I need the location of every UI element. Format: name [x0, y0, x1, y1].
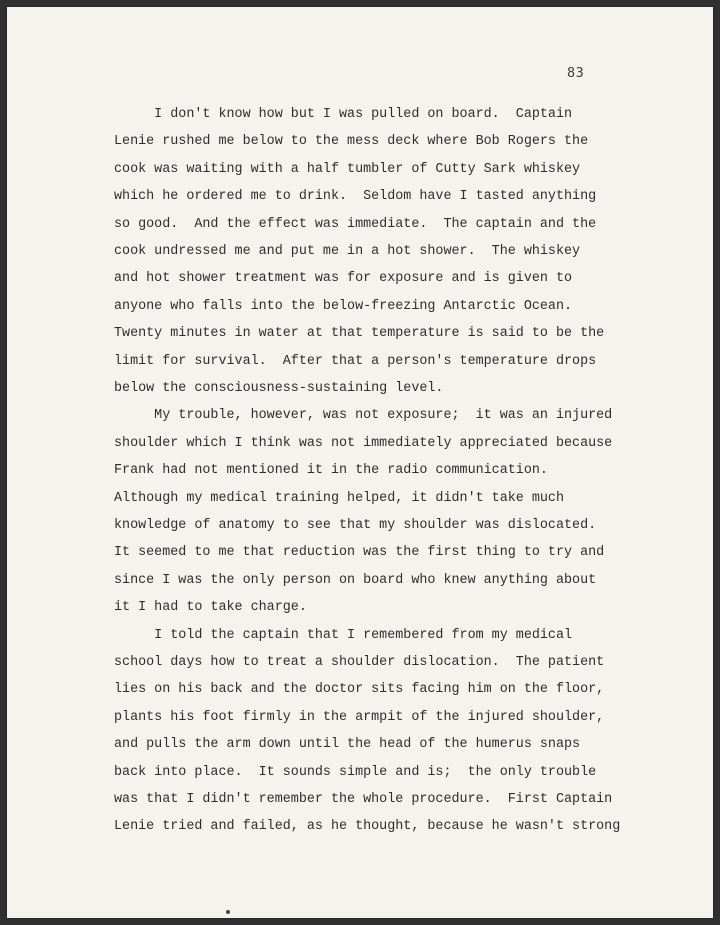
text-line: below the consciousness-sustaining level.: [114, 381, 444, 396]
scan-speck: [226, 910, 230, 914]
text-line: It seemed to me that reduction was the first thing to try and: [114, 545, 605, 561]
text-line: I don't know how but I was pulled on board. Captain: [114, 107, 573, 122]
text-line: since I was the only person on board who knew anything about: [114, 572, 597, 588]
text-line: cook was waiting with a half tumbler of Cutty Sark whiskey: [114, 161, 581, 177]
text-line: it I had to take charge.: [114, 600, 307, 616]
text-line: Frank had not mentioned it in the radio communication.: [114, 463, 548, 479]
text-line: cook undressed me and put me in a hot shower. The whiskey: [114, 244, 581, 259]
text-line: Lenie rushed me below to the mess deck where Bob Rogers the: [114, 134, 589, 150]
text-line: so good. And the effect was immediate. The captain and the: [114, 216, 597, 232]
text-line: Although my medical training helped, it didn't take much: [114, 490, 564, 506]
document-page: [7, 7, 713, 918]
text-line: anyone who falls into the below-freezing Antarctic Ocean.: [114, 298, 573, 314]
text-line: limit for survival. After that a person's temperature drops: [114, 353, 597, 369]
text-line: knowledge of anatomy to see that my shoulder was dislocated.: [114, 518, 597, 533]
text-line: which he ordered me to drink. Seldom have I tasted anything: [114, 189, 597, 205]
text-line: school days how to treat a shoulder dislocation. The patient: [114, 655, 605, 670]
page-number: 83: [567, 65, 585, 81]
text-line: plants his foot firmly in the armpit of the injured shoulder,: [114, 709, 605, 725]
text-line: Lenie tried and failed, as he thought, because he wasn't strong: [114, 819, 621, 835]
text-line: I told the captain that I remembered from my medical: [114, 627, 573, 643]
text-line: back into place. It sounds simple and is; the only trouble: [114, 764, 597, 780]
text-line: Twenty minutes in water at that temperature is said to be the: [114, 326, 605, 342]
text-line: was that I didn't remember the whole procedure. First Captain: [114, 792, 613, 807]
text-line: lies on his back and the doctor sits facing him on the floor,: [114, 682, 605, 698]
text-line: My trouble, however, was not exposure; it was an injured: [114, 408, 613, 424]
text-line: shoulder which I think was not immediately appreciated because: [114, 435, 613, 451]
text-line: and hot shower treatment was for exposure and is given to: [114, 271, 573, 287]
text-line: and pulls the arm down until the head of the humerus snaps: [114, 737, 581, 753]
